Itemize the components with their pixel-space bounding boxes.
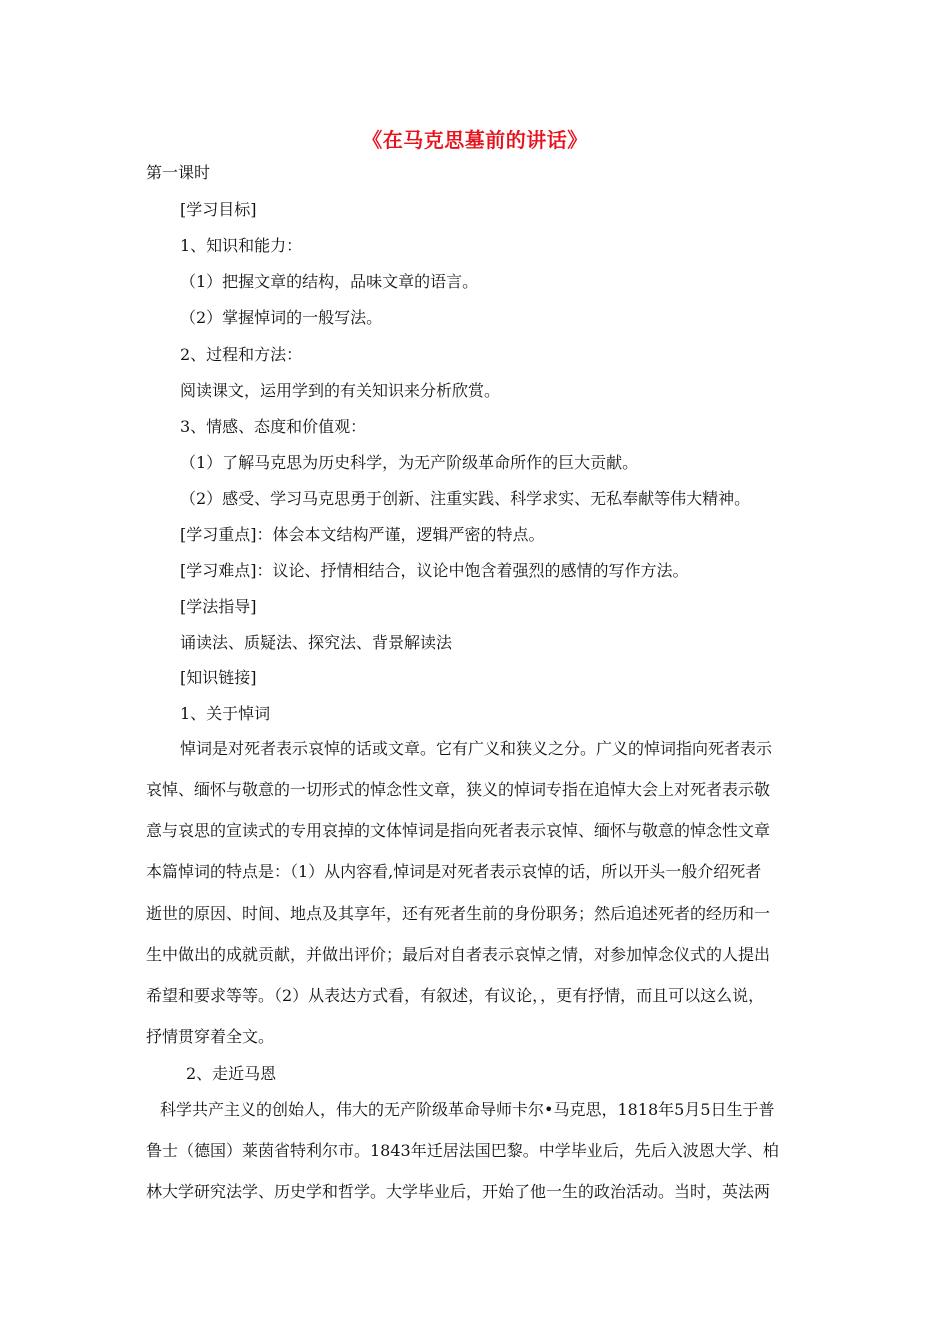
paragraph-line: 意与哀思的宣读式的专用哀掉的文体悼词是指向死者表示哀悼、缅怀与敬意的悼念性文章 [146, 821, 771, 840]
paragraph-line: 希望和要求等等。（2）从表达方式看，有叙述，有议论，，更有抒情，而且可以这么说， [146, 986, 765, 1005]
document-title: 《在马克思墓前的讲话》 [362, 128, 588, 152]
paragraph-line: 哀悼、缅怀与敬意的一切形式的悼念性文章，狭义的悼词专指在追悼大会上对死者表示敬 [146, 780, 771, 799]
goal-1: 1、知识和能力： [180, 236, 303, 255]
method-text: 诵读法、质疑法、探究法、背景解读法 [180, 633, 453, 652]
paragraph-line: 本篇悼词的特点是：（1）从内容看,悼词是对死者表示哀悼的话，所以开头一般介绍死者 [146, 862, 762, 881]
goal-2-text: 阅读课文，运用学到的有关知识来分析欣赏。 [180, 381, 501, 400]
paragraph-line: 林大学研究法学、历史学和哲学。大学毕业后，开始了他一生的政治活动。当时，英法两 [146, 1182, 771, 1201]
difficulty: [学习难点]：议论、抒情相结合，议论中饱含着强烈的感情的写作方法。 [180, 561, 689, 580]
paragraph-line: 鲁士（德国）莱茵省特利尔市。1843年迁居法国巴黎。中学毕业后，先后入波恩大学、柏 [146, 1141, 779, 1160]
lesson-label: 第一课时 [146, 163, 211, 182]
method-heading: [学法指导] [180, 597, 257, 616]
paragraph-line: 悼词是对死者表示哀悼的话或文章。它有广义和狭义之分。广义的悼词指向死者表示 [180, 739, 773, 758]
goals-heading: [学习目标] [180, 200, 257, 219]
goal-3-item-1: （1）了解马克思为历史科学，为无产阶级革命所作的巨大贡献。 [180, 453, 639, 472]
link-2-heading: 2、走近马恩 [186, 1064, 277, 1083]
paragraph-line: 抒情贯穿着全文。 [146, 1027, 275, 1046]
link-1-heading: 1、关于悼词 [180, 704, 271, 723]
paragraph-line: 逝世的原因、时间、地点及其享年，还有死者生前的身份职务；然后追述死者的经历和一 [146, 904, 771, 923]
paragraph-line: 科学共产主义的创始人，伟大的无产阶级革命导师卡尔•马克思，1818年5月5日生于普 [160, 1100, 775, 1119]
goal-2: 2、过程和方法： [180, 345, 303, 364]
goal-1-item-1: （1）把握文章的结构，品味文章的语言。 [180, 272, 479, 291]
goal-1-item-2: （2）掌握悼词的一般写法。 [180, 308, 383, 327]
key-point: [学习重点]：体会本文结构严谨，逻辑严密的特点。 [180, 525, 545, 544]
goal-3-item-2: （2）感受、学习马克思勇于创新、注重实践、科学求实、无私奉献等伟大精神。 [180, 489, 751, 508]
goal-3: 3、情感、态度和价值观： [180, 417, 367, 436]
links-heading: [知识链接] [180, 668, 257, 687]
paragraph-line: 生中做出的成就贡献，并做出评价；最后对自者表示哀悼之情，对参加悼念仪式的人提出 [146, 945, 771, 964]
